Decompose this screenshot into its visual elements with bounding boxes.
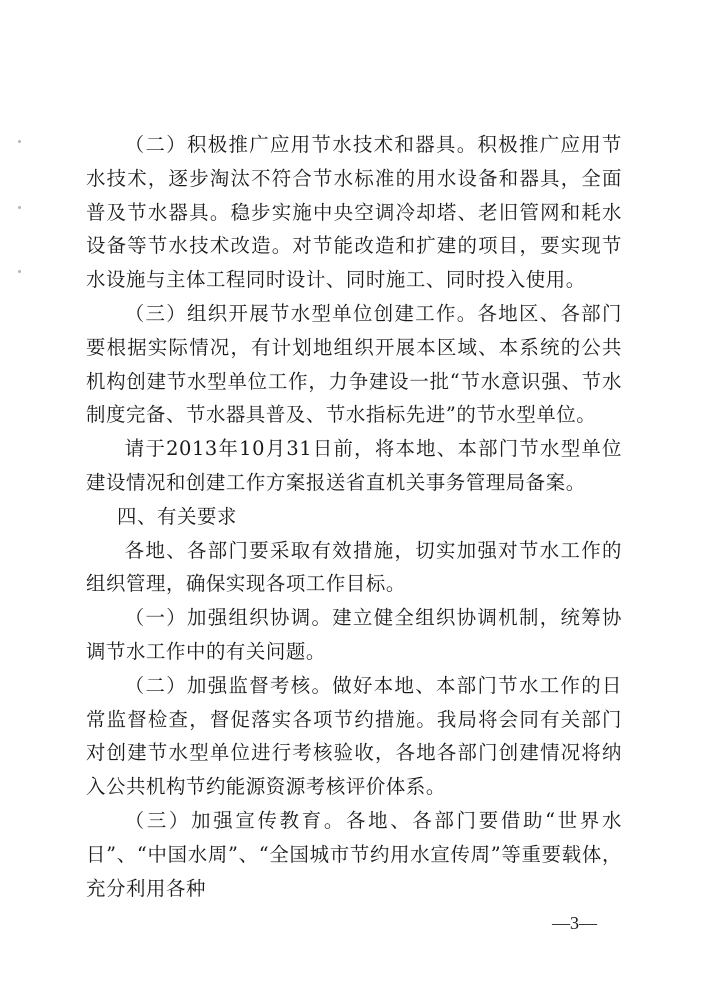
paragraph-supervision-assessment: （二）加强监督考核。做好本地、本部门节水工作的日常监督检查，督促落实各项节约措施。我局将会同有关部门对创建节水型单位进行考核验收，各地各部门创建情况将纳入公共机构节约能源资源考核评价体系。 — [86, 673, 622, 799]
binding-hole-marks — [18, 140, 24, 300]
page-number: —3— — [552, 913, 597, 933]
paragraph-submission-deadline: 请于2013年10月31日前，将本地、本部门节水型单位建设情况和创建工作方案报送省直机关事务管理局备案。 — [86, 437, 622, 494]
paragraph-water-saving-technology: （二）积极推广应用节水技术和器具。积极推广应用节水技术，逐步淘汰不符合节水标准的用水设备和器具，全面普及节水器具。稳步实施中央空调冷却塔、老旧管网和耗水设备等节水技术改造。对节能改造和扩建的项目，要实现节水设施与主体工程同时设计、同时施工、同时投入使用。 — [86, 133, 622, 292]
binding-mark — [18, 140, 21, 143]
section-heading-requirements: 四、有关要求 — [117, 504, 237, 528]
document-body — [86, 128, 622, 905]
paragraph-publicity-education: （三）加强宣传教育。各地、各部门要借助“世界水日”、“中国水周”、“全国城市节约用水宣传周”等重要载体，充分利用各种 — [86, 808, 622, 900]
paragraph-water-saving-unit-creation: （三）组织开展节水型单位创建工作。各地区、各部门要根据实际情况，有计划地组织开展本区域、本系统的公共机构创建节水型单位工作，力争建设一批“节水意识强、节水制度完备、节水器具普及、节水指标先进”的节水型单位。 — [86, 301, 622, 427]
paragraph-organization-coordination: （一）加强组织协调。建立健全组织协调机制，统筹协调节水工作中的有关问题。 — [86, 606, 622, 663]
binding-mark — [18, 270, 21, 273]
binding-mark — [18, 206, 21, 209]
paragraph-requirements-intro: 各地、各部门要采取有效措施，切实加强对节水工作的组织管理，确保实现各项工作目标。 — [86, 538, 622, 596]
